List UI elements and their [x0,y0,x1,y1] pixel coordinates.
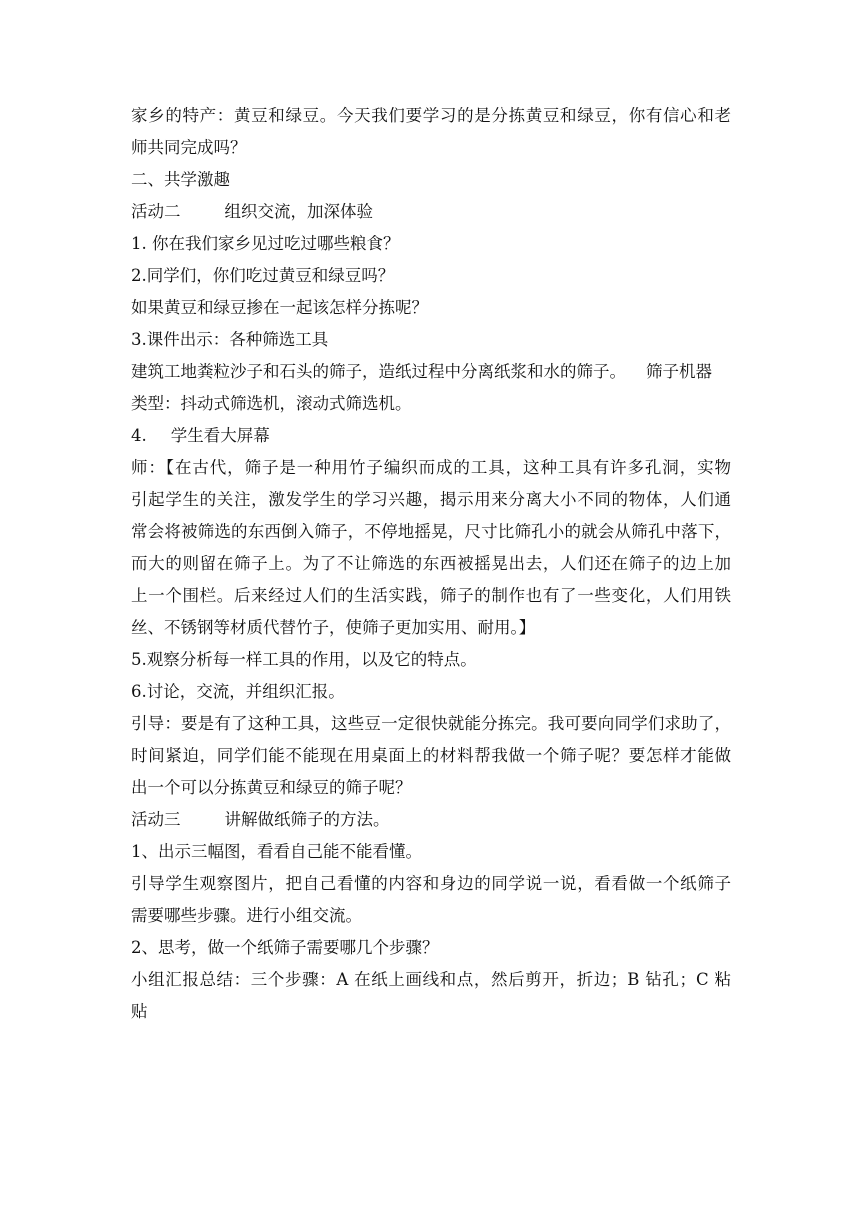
text-line: 家乡的特产：黄豆和绿豆。今天我们要学习的是分拣黄豆和绿豆，你有信心和老 [131,106,731,125]
text-line: 时间紧迫，同学们能不能现在用桌面上的材料帮我做一个筛子呢？要怎样才能做 [131,746,731,765]
text-line: 小组汇报总结：三个步骤：A 在纸上画线和点，然后剪开，折边；B 钻孔；C 粘 [131,970,731,989]
text-line: 师共同完成吗？ [131,138,247,157]
text-span: 筛子机器 [646,362,712,381]
text-line: 常会将被筛选的东西倒入筛子，不停地摇晃，尺寸比筛孔小的就会从筛孔中落下， [131,522,731,541]
text-line: 而大的则留在筛子上。为了不让筛选的东西被摇晃出去，人们还在筛子的边上加 [131,554,731,573]
text-line: 上一个围栏。后来经过人们的生活实践，筛子的制作也有了一些变化，人们用铁 [131,586,731,605]
list-number: 4. [131,426,147,445]
list-item: 5.观察分析每一样工具的作用，以及它的特点。 [131,650,477,669]
text-line: 引起学生的关注，激发学生的学习兴趣，揭示用来分离大小不同的物体，人们通 [131,490,731,509]
text-line: 丝、不锈钢等材质代替竹子，使筛子更加实用、耐用。】 [131,618,536,637]
document-body [131,100,731,1028]
list-item: 3.课件出示：各种筛选工具 [131,330,329,349]
list-item: 1. 你在我们家乡见过吃过哪些粮食？ [131,234,400,253]
text-line: 如果黄豆和绿豆掺在一起该怎样分拣呢？ [131,298,428,317]
list-item [131,420,731,452]
text-line: 类型：抖动式筛选机，滚动式筛选机。 [131,394,412,413]
text-line: 贴 [131,1002,148,1021]
list-item: 1、出示三幅图，看看自己能不能看懂。 [131,842,422,861]
list-item: 2、思考，做一个纸筛子需要哪几个步骤？ [131,938,439,957]
text-line: 引导：要是有了这种工具，这些豆一定很快就能分拣完。我可要向同学们求助了， [131,714,731,733]
list-item: 2.同学们，你们吃过黄豆和绿豆吗？ [131,266,395,285]
text-span: 建筑工地粪粒沙子和石头的筛子，造纸过程中分离纸浆和水的筛子。 [131,362,626,381]
activity-title: 讲解做纸筛子的方法。 [224,810,390,829]
activity-heading [131,196,731,228]
activity-title: 组织交流，加深体验 [224,202,373,221]
text-line: 需要哪些步骤。进行小组交流。 [131,906,362,925]
section-heading: 二、共学激趣 [131,170,230,189]
text-line [131,356,731,388]
list-item: 6.讨论，交流，并组织汇报。 [131,682,345,701]
list-text: 学生看大屏幕 [170,426,270,445]
activity-label: 活动二 [131,202,181,221]
text-line: 出一个可以分拣黄豆和绿豆的筛子呢？ [131,778,412,797]
activity-label: 活动三 [131,810,181,829]
text-line: 师：【在古代，筛子是一种用竹子编织而成的工具，这种工具有许多孔洞，实物 [131,458,731,477]
text-line: 引导学生观察图片，把自己看懂的内容和身边的同学说一说，看看做一个纸筛子 [131,874,731,893]
activity-heading [131,804,731,836]
